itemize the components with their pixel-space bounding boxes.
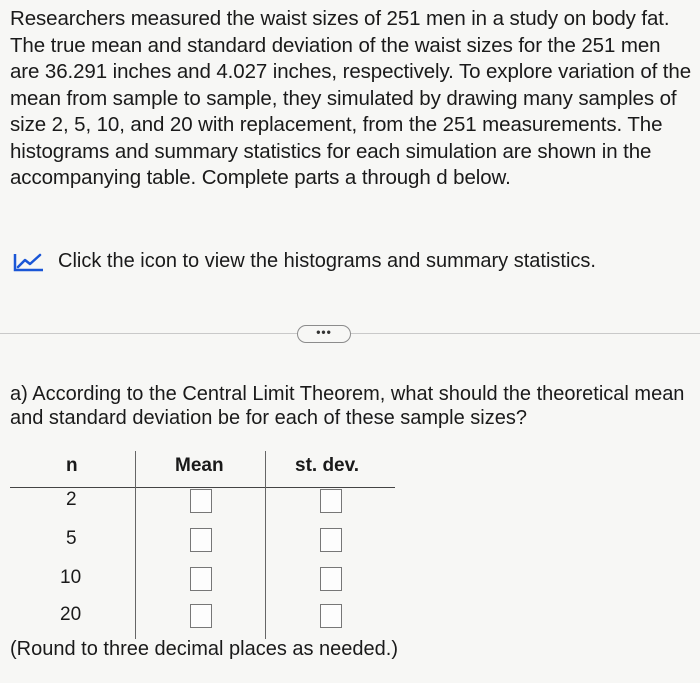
header-mean: Mean <box>175 455 224 476</box>
rounding-note: (Round to three decimal places as needed.) <box>10 638 399 660</box>
row-n-value: 2 <box>66 489 77 510</box>
problem-statement: Researchers measured the waist sizes of 251 men in a study on body fat. The true mean and standard deviation of the waist sizes for the 251 men are 36.291 inches and 4.027 inches, respectively. To explore variation of the mean from sample to sample, they simulated by drawing many samples of size 2, 5, 10, and 20 with replacement, from the 251 measurements. The histograms and summary statistics for each simulation are shown in the accompanying table. Complete parts a through d below. <box>10 7 692 189</box>
header-st-dev: st. dev. <box>295 455 360 476</box>
mean-input-n2[interactable] <box>190 489 212 513</box>
column-divider <box>135 451 136 639</box>
sd-input-n2[interactable] <box>320 489 342 513</box>
answer-table <box>10 449 400 639</box>
header-n: n <box>66 455 78 476</box>
mean-input-n10[interactable] <box>190 567 212 591</box>
sd-input-n20[interactable] <box>320 604 342 628</box>
row-n-value: 20 <box>60 604 82 625</box>
header-rule <box>10 487 395 488</box>
line-chart-icon[interactable] <box>12 251 46 273</box>
mean-input-n20[interactable] <box>190 604 212 628</box>
expand-more-button[interactable]: ••• <box>297 325 351 343</box>
mean-input-n5[interactable] <box>190 528 212 552</box>
row-n-value: 5 <box>66 528 77 549</box>
part-a-question: a) According to the Central Limit Theorem, what should the theoretical mean and standard deviation be for each of these sample sizes? <box>10 383 685 429</box>
column-divider <box>265 451 266 639</box>
histogram-link-row[interactable] <box>12 250 596 273</box>
sd-input-n5[interactable] <box>320 528 342 552</box>
sd-input-n10[interactable] <box>320 567 342 591</box>
histogram-link-label[interactable]: Click the icon to view the histograms and summary statistics. <box>58 250 596 272</box>
row-n-value: 10 <box>60 567 82 588</box>
